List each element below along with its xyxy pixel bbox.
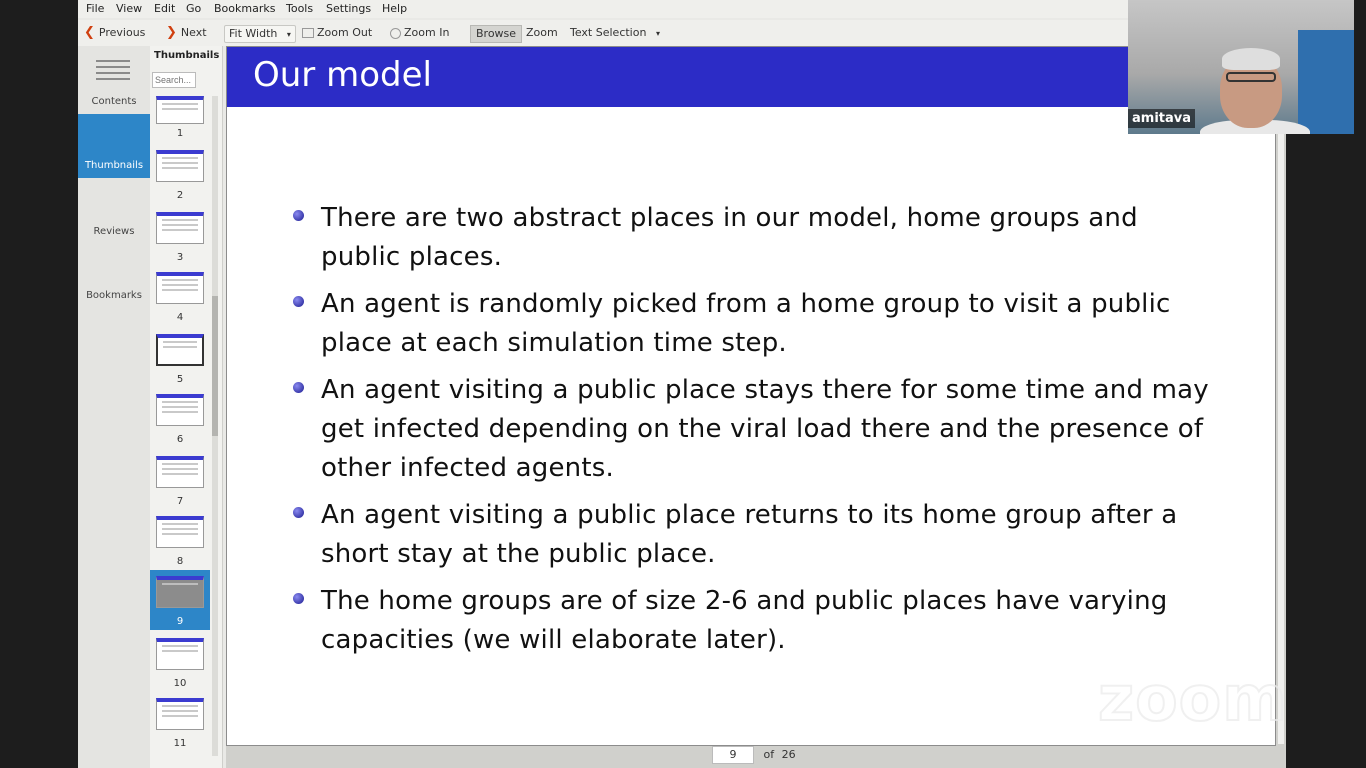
bullet-text: An agent is randomly picked from a home group to visit a public place at each simulation time step. xyxy=(321,289,1171,358)
thumbnail-page[interactable] xyxy=(156,698,204,730)
menu-view[interactable]: View xyxy=(116,2,143,15)
tab-reviews[interactable]: Reviews xyxy=(93,226,135,237)
zoom-in-button[interactable] xyxy=(390,25,449,41)
chevron-left-icon: ❮ xyxy=(84,25,95,40)
tab-contents[interactable]: Contents xyxy=(91,96,137,107)
list-item xyxy=(293,582,1223,660)
menu-help[interactable]: Help xyxy=(382,2,408,15)
menu-bookmarks[interactable]: Bookmarks xyxy=(214,2,276,15)
thumbnail-page-number: 7 xyxy=(176,496,184,507)
thumbnail-page[interactable] xyxy=(156,96,204,124)
thumbnail-page[interactable] xyxy=(156,456,204,488)
thumbnail-page-number: 1 xyxy=(176,128,184,139)
bullet-icon xyxy=(293,210,304,221)
menu-edit[interactable]: Edit xyxy=(154,2,176,15)
tab-bookmarks[interactable]: Bookmarks xyxy=(86,290,142,301)
previous-button[interactable] xyxy=(84,25,145,41)
dropdown-arrow-icon: ▾ xyxy=(286,30,291,39)
thumbnail-page-number: 6 xyxy=(176,434,184,445)
menu-go[interactable]: Go xyxy=(186,2,202,15)
fit-width-label: Fit Width xyxy=(229,27,278,40)
toolbar xyxy=(78,20,1286,46)
thumbnail-page[interactable] xyxy=(156,638,204,670)
contents-icon xyxy=(96,60,130,84)
thumbnail-page[interactable] xyxy=(156,272,204,304)
document-view xyxy=(226,46,1286,768)
list-item xyxy=(293,371,1223,488)
participant-hair xyxy=(1222,48,1280,70)
chevron-right-icon: ❯ xyxy=(166,25,177,40)
thumbnail-page-number: 8 xyxy=(176,556,184,567)
thumbnail-page-number: 3 xyxy=(176,252,184,263)
side-panel-tabs xyxy=(78,46,151,768)
menu-settings[interactable]: Settings xyxy=(326,2,372,15)
next-button[interactable] xyxy=(166,25,207,41)
bullet-icon xyxy=(293,593,304,604)
zoom-in-icon xyxy=(390,28,401,39)
dropdown-arrow-icon: ▾ xyxy=(655,29,660,38)
zoom-watermark-logo: zoom xyxy=(1098,662,1288,735)
page-number-input[interactable]: 9 xyxy=(712,746,754,764)
menu-tools[interactable]: Tools xyxy=(286,2,314,15)
text-selection-button[interactable] xyxy=(570,25,660,41)
page-of-label: of xyxy=(763,748,775,761)
thumbnail-page-number: 9 xyxy=(176,616,184,627)
slide-title-bar xyxy=(227,47,1275,107)
bullet-icon xyxy=(293,296,304,307)
participant-name: amitava xyxy=(1128,109,1195,128)
thumbnail-page[interactable] xyxy=(156,334,204,366)
zoom-out-button[interactable] xyxy=(302,25,372,41)
thumbnail-page[interactable] xyxy=(156,150,204,182)
thumbnail-page-selected[interactable] xyxy=(156,576,204,608)
thumbnail-search-input[interactable] xyxy=(152,72,196,88)
thumbnails-title: Thumbnails xyxy=(154,50,220,61)
zoom-tool-button[interactable]: Zoom xyxy=(526,26,558,39)
bullet-icon xyxy=(293,507,304,518)
browse-tool-button[interactable]: Browse xyxy=(470,25,522,43)
bullet-text: An agent visiting a public place stays there for some time and may get infected depending on the viral load there and the presence of other infected agents. xyxy=(321,375,1209,483)
thumbnail-page[interactable] xyxy=(156,394,204,426)
webcam-video-tile[interactable] xyxy=(1128,0,1354,134)
thumbnails-panel xyxy=(150,46,223,768)
thumbnail-scrollbar[interactable] xyxy=(212,96,218,756)
zoom-out-label: Zoom Out xyxy=(317,26,373,39)
thumbnail-page[interactable] xyxy=(156,516,204,548)
bullet-list xyxy=(293,199,1223,668)
fit-width-select[interactable] xyxy=(224,25,296,43)
list-item xyxy=(293,285,1223,363)
thumbnail-page-number: 2 xyxy=(176,190,184,201)
zoom-out-icon xyxy=(302,28,314,38)
thumbnail-page-number: 4 xyxy=(176,312,184,323)
page-total: 26 xyxy=(781,748,796,761)
thumbnail-page-number: 5 xyxy=(176,374,184,385)
page-navigator xyxy=(712,746,796,764)
bullet-text: There are two abstract places in our model, home groups and public places. xyxy=(321,203,1138,272)
menu-file[interactable]: File xyxy=(86,2,105,15)
document-scrollbar[interactable] xyxy=(1278,134,1284,744)
tab-thumbnails[interactable]: Thumbnails xyxy=(78,114,150,178)
menu-bar xyxy=(78,0,1286,18)
list-item xyxy=(293,496,1223,574)
thumbnail-page-number: 10 xyxy=(173,678,187,689)
list-item xyxy=(293,199,1223,277)
bullet-text: The home groups are of size 2-6 and public places have varying capacities (we will elaborate later). xyxy=(321,586,1168,655)
pdf-page xyxy=(226,46,1276,746)
participant-glasses xyxy=(1226,72,1276,82)
thumbnail-page-number: 11 xyxy=(173,738,187,749)
zoom-in-label: Zoom In xyxy=(404,26,450,39)
thumbnail-page[interactable] xyxy=(156,212,204,244)
text-selection-label: Text Selection xyxy=(570,26,647,39)
bullet-text: An agent visiting a public place returns to its home group after a short stay at the public place. xyxy=(321,500,1178,569)
pdf-viewer-window xyxy=(78,0,1286,768)
previous-label: Previous xyxy=(98,26,146,39)
bullet-icon xyxy=(293,382,304,393)
next-label: Next xyxy=(180,26,207,39)
slide-title: Our model xyxy=(253,55,432,95)
background-window xyxy=(1298,30,1354,134)
